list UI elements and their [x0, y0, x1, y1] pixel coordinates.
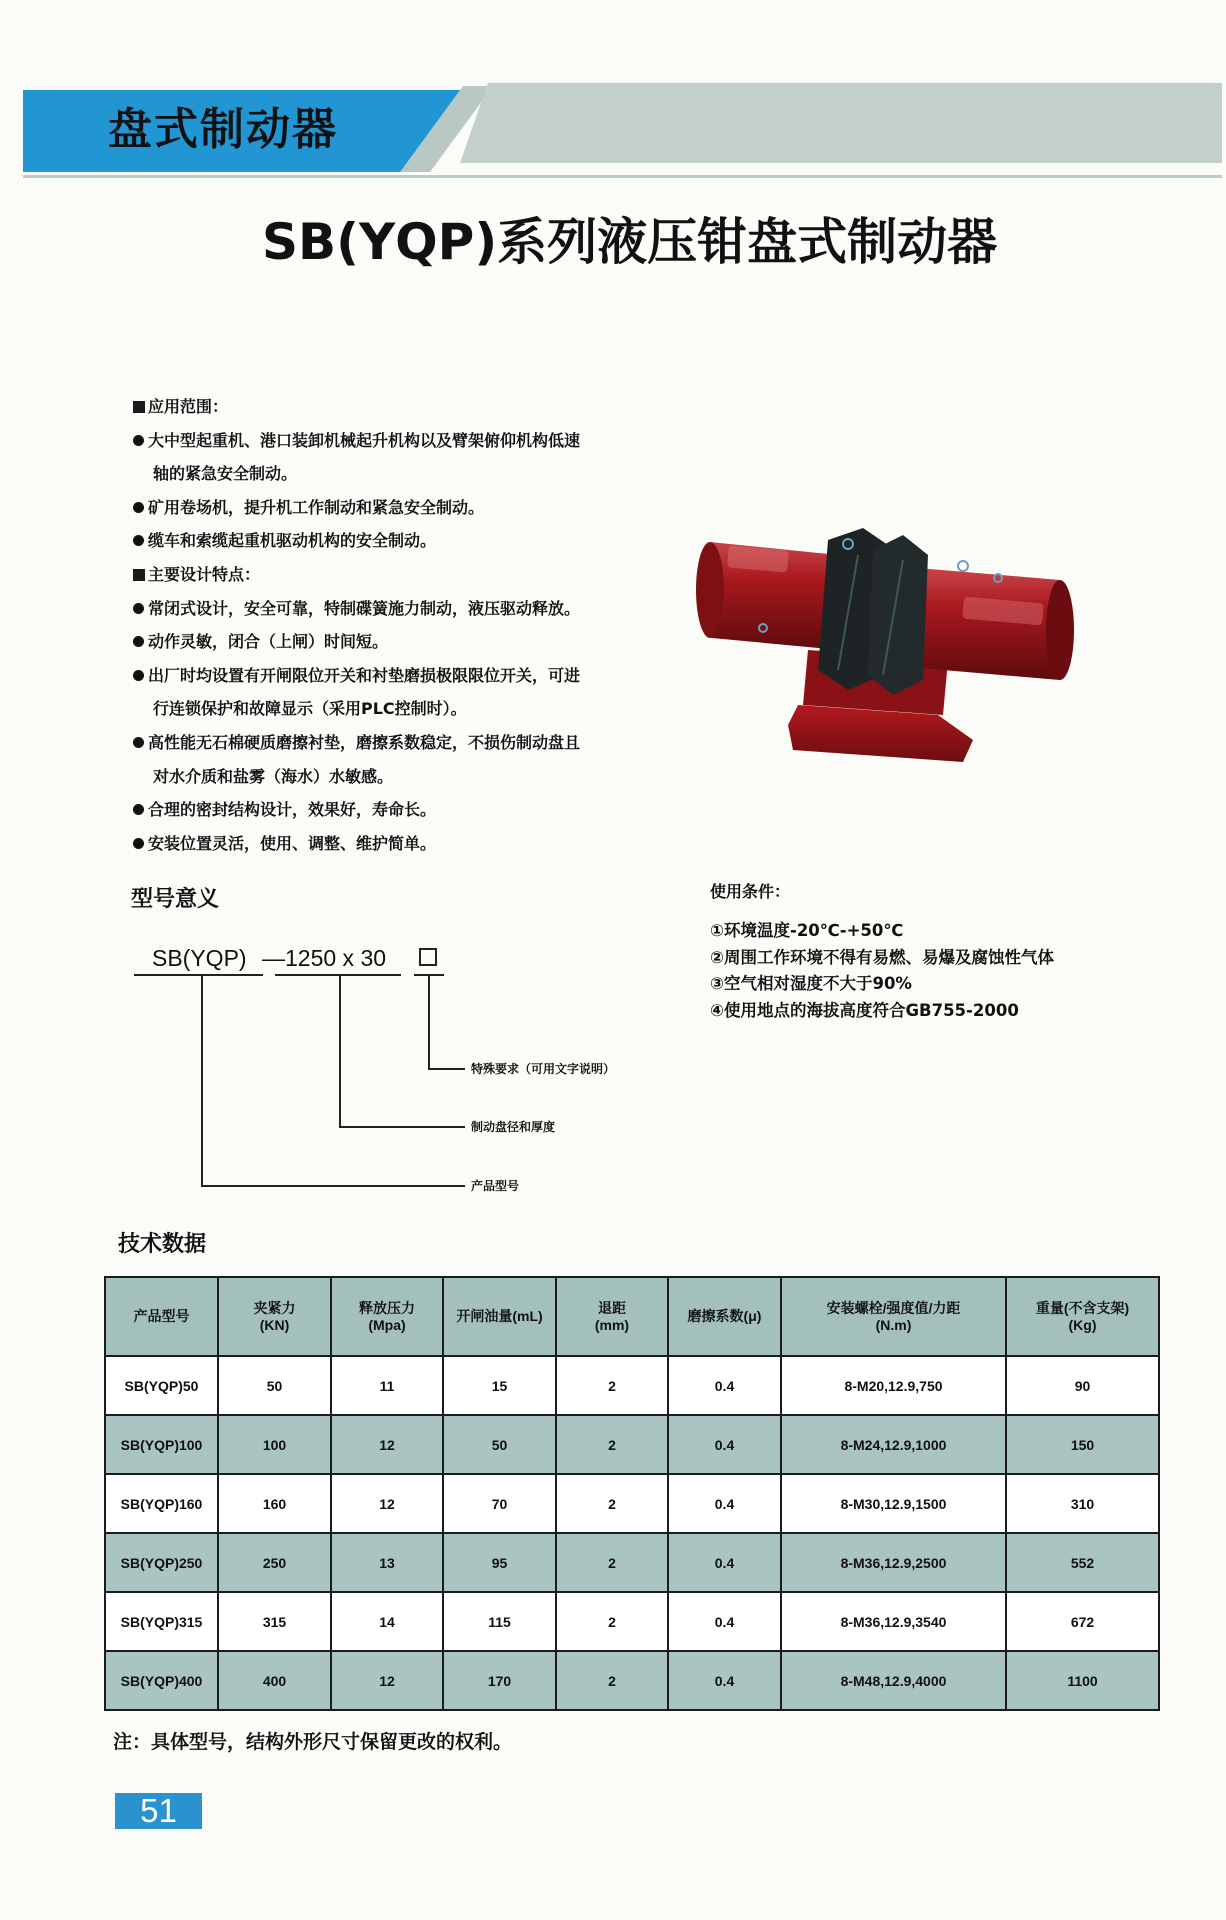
- design-item-cont: 对水介质和盐雾（海水）水敏感。: [153, 766, 394, 786]
- cell-model: SB(YQP)400: [105, 1651, 218, 1710]
- cell-oil-volume: 50: [443, 1415, 556, 1474]
- cell-clamp-force: 50: [218, 1356, 331, 1415]
- condition-item: ③空气相对湿度不大于90%: [710, 974, 912, 993]
- application-item-cont: 轴的紧急安全制动。: [153, 464, 298, 484]
- cell-release-pressure: 14: [331, 1592, 443, 1651]
- diagram-leader-product-h: [201, 1185, 465, 1187]
- cell-clamp-force: 250: [218, 1533, 331, 1592]
- table-row: [105, 1651, 1159, 1710]
- cell-friction: 0.4: [668, 1415, 781, 1474]
- conditions-heading: 使用条件：: [710, 882, 791, 901]
- cell-oil-volume: 95: [443, 1533, 556, 1592]
- cell-weight: 150: [1006, 1415, 1159, 1474]
- cell-bolts: 8-M24,12.9,1000: [781, 1415, 1006, 1474]
- cell-oil-volume: 15: [443, 1356, 556, 1415]
- model-special-box: [419, 948, 437, 966]
- diagram-leader-disc-h: [339, 1126, 465, 1128]
- footnote: 注：具体型号，结构外形尺寸保留更改的权利。: [113, 1731, 513, 1753]
- condition-item: ②周围工作环境不得有易燃、易爆及腐蚀性气体: [710, 947, 1054, 967]
- col-header-oil-volume: 开闸油量(mL): [443, 1277, 556, 1356]
- diagram-label-disc: 制动盘径和厚度: [471, 1120, 556, 1134]
- cell-friction: 0.4: [668, 1533, 781, 1592]
- diagram-leader-disc: [339, 975, 341, 1127]
- cell-friction: 0.4: [668, 1356, 781, 1415]
- cell-oil-volume: 70: [443, 1474, 556, 1533]
- table-row: [105, 1415, 1159, 1474]
- bullet-icon: [133, 535, 144, 546]
- col-header-model: 产品型号: [105, 1277, 218, 1356]
- bullet-icon: [133, 804, 144, 815]
- application-item: 大中型起重机、港口装卸机械起升机构以及臂架俯仰机构低速: [133, 424, 673, 458]
- bullet-icon: [133, 670, 144, 681]
- table-row: [105, 1592, 1159, 1651]
- table-row: [105, 1474, 1159, 1533]
- table-row: [105, 1356, 1159, 1415]
- cell-oil-volume: 170: [443, 1651, 556, 1710]
- table-header-row: [105, 1277, 1159, 1356]
- features-section: [133, 390, 673, 860]
- col-header-weight: 重量(不含支架) (Kg): [1006, 1277, 1159, 1356]
- cell-clamp-force: 400: [218, 1651, 331, 1710]
- cell-retraction: 2: [556, 1651, 668, 1710]
- cell-model: SB(YQP)250: [105, 1533, 218, 1592]
- bullet-icon: [133, 502, 144, 513]
- cell-bolts: 8-M36,12.9,2500: [781, 1533, 1006, 1592]
- diagram-underline-2: [275, 974, 401, 976]
- page-title: SB(YQP)系列液压钳盘式制动器: [262, 213, 998, 271]
- bullet-icon: [133, 603, 144, 614]
- cell-release-pressure: 12: [331, 1651, 443, 1710]
- cell-bolts: 8-M36,12.9,3540: [781, 1592, 1006, 1651]
- bullet-icon: [133, 737, 144, 748]
- cell-model: SB(YQP)100: [105, 1415, 218, 1474]
- cell-friction: 0.4: [668, 1651, 781, 1710]
- model-part-size: —1250 x 30: [262, 945, 387, 971]
- cell-release-pressure: 11: [331, 1356, 443, 1415]
- application-item: 缆车和索缆起重机驱动机构的安全制动。: [133, 524, 673, 558]
- col-header-release-pressure: 释放压力 (Mpa): [331, 1277, 443, 1356]
- cell-weight: 552: [1006, 1533, 1159, 1592]
- cell-weight: 90: [1006, 1356, 1159, 1415]
- spec-table: [104, 1276, 1160, 1711]
- cell-retraction: 2: [556, 1415, 668, 1474]
- bullet-icon: [133, 636, 144, 647]
- usage-conditions: [710, 880, 1054, 1024]
- cell-bolts: 8-M48,12.9,4000: [781, 1651, 1006, 1710]
- square-bullet-icon: [133, 569, 145, 581]
- diagram-label-product: 产品型号: [471, 1179, 520, 1193]
- design-item: 常闭式设计，安全可靠，特制碟簧施力制动，液压驱动释放。: [133, 592, 673, 626]
- diagram-leader-special: [428, 975, 430, 1069]
- header-underline: [23, 175, 1222, 178]
- header-band-gray: [460, 83, 1222, 163]
- cell-clamp-force: 100: [218, 1415, 331, 1474]
- page-number: 51: [115, 1793, 202, 1829]
- cell-retraction: 2: [556, 1592, 668, 1651]
- cell-friction: 0.4: [668, 1592, 781, 1651]
- bullet-icon: [133, 435, 144, 446]
- model-meaning-heading: 型号意义: [131, 887, 220, 912]
- cell-retraction: 2: [556, 1356, 668, 1415]
- diagram-underline-1: [134, 974, 263, 976]
- col-header-friction: 磨擦系数(μ): [668, 1277, 781, 1356]
- diagram-label-special: 特殊要求（可用文字说明）: [471, 1062, 616, 1076]
- design-item: 高性能无石棉硬质磨擦衬垫，磨擦系数稳定，不损伤制动盘且: [133, 726, 673, 760]
- design-item: 安装位置灵活，使用、调整、维护简单。: [133, 827, 673, 861]
- cell-bolts: 8-M20,12.9,750: [781, 1356, 1006, 1415]
- design-item: 出厂时均设置有开闸限位开关和衬垫磨损极限限位开关，可进: [133, 659, 673, 693]
- cell-weight: 310: [1006, 1474, 1159, 1533]
- cell-oil-volume: 115: [443, 1592, 556, 1651]
- cell-clamp-force: 315: [218, 1592, 331, 1651]
- col-header-retraction: 退距 (mm): [556, 1277, 668, 1356]
- tech-data-heading: 技术数据: [118, 1232, 207, 1257]
- diagram-leader-special-h: [428, 1068, 465, 1070]
- cell-weight: 672: [1006, 1592, 1159, 1651]
- cell-friction: 0.4: [668, 1474, 781, 1533]
- cell-release-pressure: 12: [331, 1415, 443, 1474]
- model-part-series: SB(YQP): [152, 945, 247, 971]
- cell-retraction: 2: [556, 1474, 668, 1533]
- cell-release-pressure: 13: [331, 1533, 443, 1592]
- cell-retraction: 2: [556, 1533, 668, 1592]
- col-header-clamp-force: 夹紧力 (KN): [218, 1277, 331, 1356]
- table-row: [105, 1533, 1159, 1592]
- design-heading: 主要设计特点：: [133, 558, 673, 592]
- diagram-leader-product: [201, 975, 203, 1186]
- category-title: 盘式制动器: [108, 104, 338, 155]
- cell-release-pressure: 12: [331, 1474, 443, 1533]
- square-bullet-icon: [133, 401, 145, 413]
- design-item-cont: 行连锁保护和故障显示（采用PLC控制时）。: [153, 699, 467, 719]
- application-heading: 应用范围：: [133, 390, 673, 424]
- cell-model: SB(YQP)315: [105, 1592, 218, 1651]
- col-header-bolts: 安装螺栓/强度值/力距 (N.m): [781, 1277, 1006, 1356]
- application-item: 矿用卷场机，提升机工作制动和紧急安全制动。: [133, 491, 673, 525]
- design-item: 合理的密封结构设计，效果好，寿命长。: [133, 793, 673, 827]
- disc-brake-photo-icon: [688, 500, 1078, 770]
- bullet-icon: [133, 838, 144, 849]
- cell-model: SB(YQP)50: [105, 1356, 218, 1415]
- cell-weight: 1100: [1006, 1651, 1159, 1710]
- design-item: 动作灵敏，闭合（上闸）时间短。: [133, 625, 673, 659]
- cell-model: SB(YQP)160: [105, 1474, 218, 1533]
- cell-clamp-force: 160: [218, 1474, 331, 1533]
- condition-item: ④使用地点的海拔高度符合GB755-2000: [710, 1000, 1019, 1020]
- condition-item: ①环境温度-20℃-+50℃: [710, 921, 904, 940]
- cell-bolts: 8-M30,12.9,1500: [781, 1474, 1006, 1533]
